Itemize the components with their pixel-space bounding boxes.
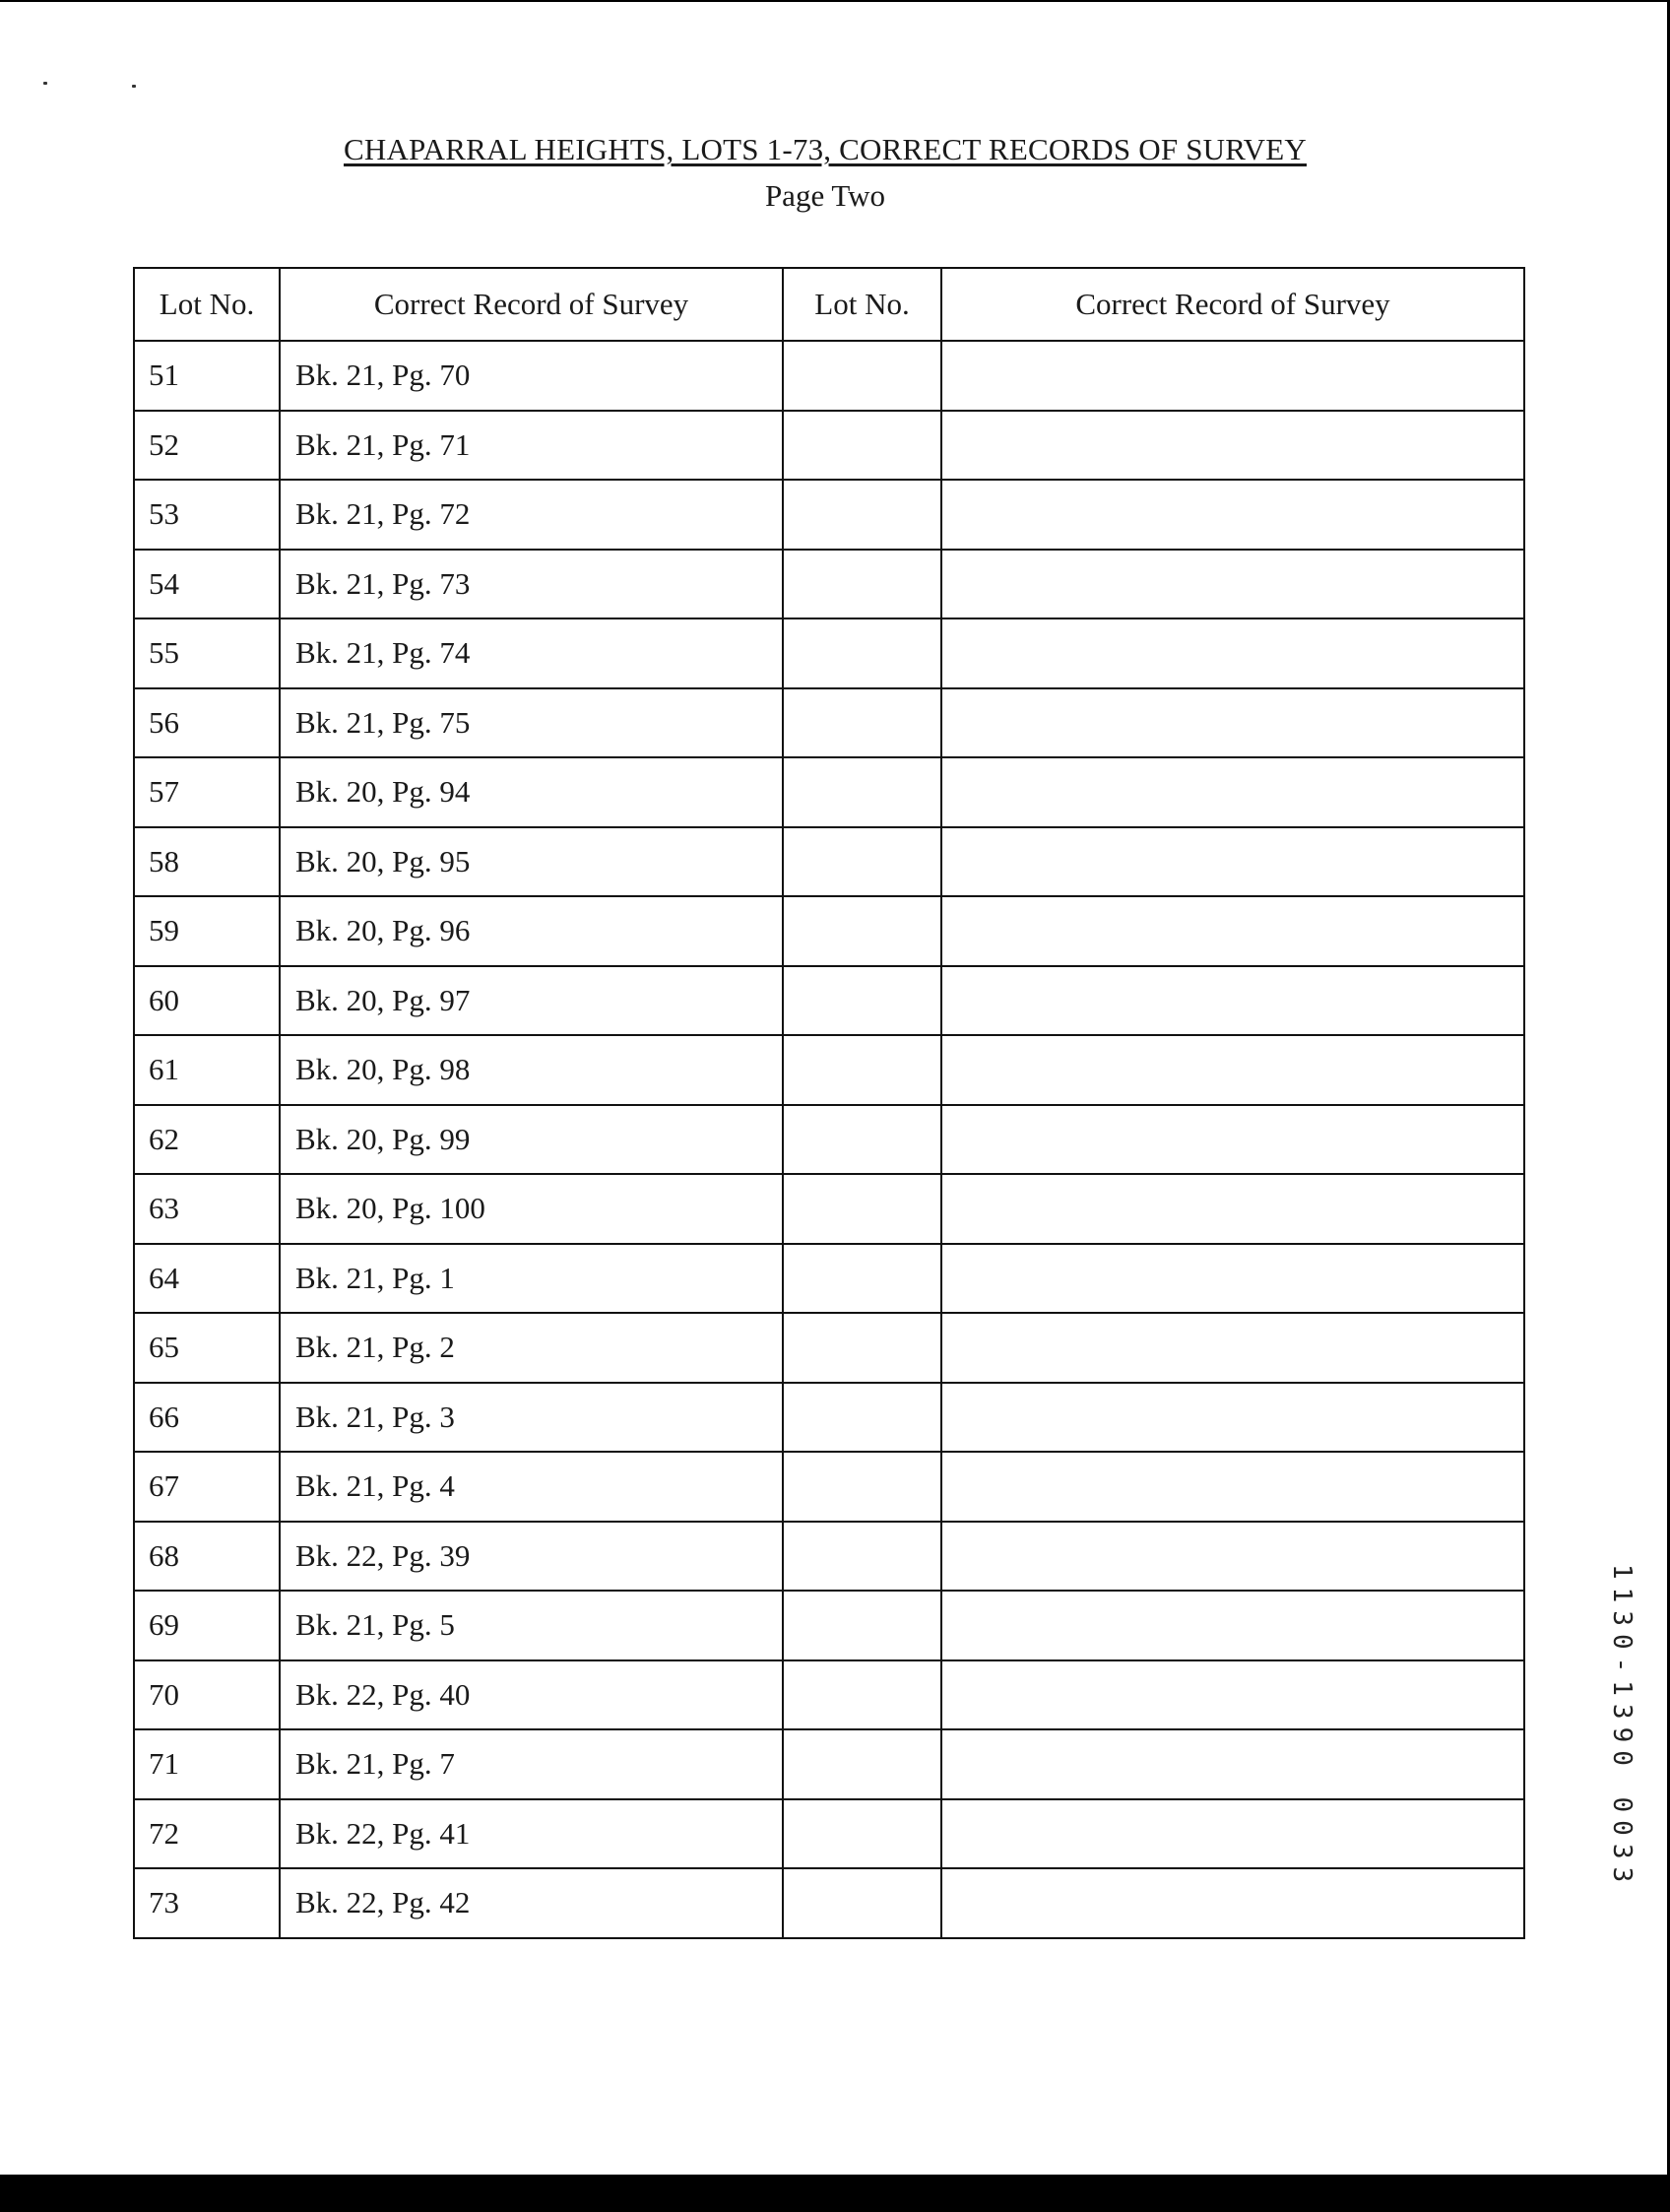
lot-number-cell: 73 bbox=[134, 1868, 280, 1938]
table-row bbox=[134, 618, 1524, 688]
table-row bbox=[134, 1799, 1524, 1869]
survey-record-cell-2 bbox=[941, 1452, 1524, 1522]
lot-number-cell: 67 bbox=[134, 1452, 280, 1522]
lot-number-cell-2 bbox=[783, 1522, 941, 1592]
lot-number-cell: 64 bbox=[134, 1244, 280, 1314]
lot-number-cell: 72 bbox=[134, 1799, 280, 1869]
survey-record-cell-2 bbox=[941, 480, 1524, 550]
lot-number-cell-2 bbox=[783, 688, 941, 758]
survey-record-cell-2 bbox=[941, 827, 1524, 897]
survey-record-cell: Bk. 20, Pg. 100 bbox=[280, 1174, 783, 1244]
survey-record-cell-2 bbox=[941, 1660, 1524, 1730]
lot-number-cell-2 bbox=[783, 618, 941, 688]
survey-record-cell-2 bbox=[941, 966, 1524, 1036]
table-row bbox=[134, 1035, 1524, 1105]
survey-record-cell-2 bbox=[941, 1868, 1524, 1938]
scan-border-bottom bbox=[0, 2175, 1670, 2212]
lot-number-cell: 68 bbox=[134, 1522, 280, 1592]
lot-number-cell: 54 bbox=[134, 550, 280, 619]
lot-number-cell-2 bbox=[783, 827, 941, 897]
lot-number-cell-2 bbox=[783, 966, 941, 1036]
survey-record-cell-2 bbox=[941, 411, 1524, 481]
survey-record-cell-2 bbox=[941, 1383, 1524, 1453]
survey-record-cell-2 bbox=[941, 1729, 1524, 1799]
lot-number-cell: 56 bbox=[134, 688, 280, 758]
survey-record-cell: Bk. 21, Pg. 1 bbox=[280, 1244, 783, 1314]
survey-record-cell-2 bbox=[941, 618, 1524, 688]
survey-record-cell: Bk. 21, Pg. 2 bbox=[280, 1313, 783, 1383]
table-row bbox=[134, 1729, 1524, 1799]
survey-record-cell: Bk. 21, Pg. 3 bbox=[280, 1383, 783, 1453]
survey-record-cell: Bk. 20, Pg. 99 bbox=[280, 1105, 783, 1175]
table-row bbox=[134, 1591, 1524, 1660]
lot-number-cell: 60 bbox=[134, 966, 280, 1036]
lot-number-cell-2 bbox=[783, 1729, 941, 1799]
table-row bbox=[134, 1452, 1524, 1522]
table-row bbox=[134, 1660, 1524, 1730]
lot-number-cell: 59 bbox=[134, 896, 280, 966]
survey-record-cell: Bk. 21, Pg. 5 bbox=[280, 1591, 783, 1660]
header-lot-no: Lot No. bbox=[134, 268, 280, 341]
lot-number-cell: 62 bbox=[134, 1105, 280, 1175]
table-body bbox=[134, 341, 1524, 1938]
lot-number-cell: 69 bbox=[134, 1591, 280, 1660]
table-row bbox=[134, 341, 1524, 411]
table-row bbox=[134, 827, 1524, 897]
survey-record-cell: Bk. 20, Pg. 98 bbox=[280, 1035, 783, 1105]
survey-record-cell-2 bbox=[941, 550, 1524, 619]
survey-record-cell-2 bbox=[941, 757, 1524, 827]
table-row bbox=[134, 411, 1524, 481]
lot-number-cell-2 bbox=[783, 550, 941, 619]
lot-number-cell: 65 bbox=[134, 1313, 280, 1383]
lot-number-cell-2 bbox=[783, 1174, 941, 1244]
survey-record-cell-2 bbox=[941, 1105, 1524, 1175]
survey-record-cell: Bk. 21, Pg. 70 bbox=[280, 341, 783, 411]
survey-record-cell: Bk. 21, Pg. 73 bbox=[280, 550, 783, 619]
table-header-row bbox=[134, 268, 1524, 341]
lot-number-cell-2 bbox=[783, 480, 941, 550]
page-label: Page Two bbox=[764, 178, 886, 213]
table-row bbox=[134, 1105, 1524, 1175]
survey-record-cell: Bk. 20, Pg. 95 bbox=[280, 827, 783, 897]
lot-number-cell: 63 bbox=[134, 1174, 280, 1244]
lot-number-cell-2 bbox=[783, 1035, 941, 1105]
survey-record-cell: Bk. 22, Pg. 42 bbox=[280, 1868, 783, 1938]
side-stamp-text: 1130-1390 0033 bbox=[1607, 1564, 1637, 1891]
lot-number-cell-2 bbox=[783, 757, 941, 827]
header-correct-record-2: Correct Record of Survey bbox=[941, 268, 1524, 341]
survey-record-cell-2 bbox=[941, 1591, 1524, 1660]
table-row bbox=[134, 1244, 1524, 1314]
lot-number-cell-2 bbox=[783, 1383, 941, 1453]
survey-record-cell-2 bbox=[941, 1522, 1524, 1592]
survey-record-cell-2 bbox=[941, 688, 1524, 758]
header-correct-record: Correct Record of Survey bbox=[280, 268, 783, 341]
survey-record-cell: Bk. 22, Pg. 39 bbox=[280, 1522, 783, 1592]
lot-number-cell: 58 bbox=[134, 827, 280, 897]
table-row bbox=[134, 896, 1524, 966]
table-row bbox=[134, 1174, 1524, 1244]
lot-number-cell-2 bbox=[783, 1799, 941, 1869]
table-row bbox=[134, 966, 1524, 1036]
table-row bbox=[134, 1383, 1524, 1453]
lot-number-cell-2 bbox=[783, 1105, 941, 1175]
table-row bbox=[134, 688, 1524, 758]
survey-record-cell: Bk. 21, Pg. 72 bbox=[280, 480, 783, 550]
survey-record-cell-2 bbox=[941, 1174, 1524, 1244]
table-row bbox=[134, 1522, 1524, 1592]
table-row bbox=[134, 1313, 1524, 1383]
lot-number-cell-2 bbox=[783, 1591, 941, 1660]
scan-border-top bbox=[0, 0, 1670, 2]
survey-record-cell: Bk. 21, Pg. 74 bbox=[280, 618, 783, 688]
survey-record-cell-2 bbox=[941, 1313, 1524, 1383]
lot-number-cell: 66 bbox=[134, 1383, 280, 1453]
side-stamp bbox=[1603, 1564, 1642, 1899]
lot-number-cell: 70 bbox=[134, 1660, 280, 1730]
survey-record-cell-2 bbox=[941, 896, 1524, 966]
lot-number-cell: 61 bbox=[134, 1035, 280, 1105]
lot-number-cell: 53 bbox=[134, 480, 280, 550]
survey-record-cell-2 bbox=[941, 1035, 1524, 1105]
survey-records-table bbox=[133, 267, 1525, 1939]
lot-number-cell-2 bbox=[783, 1868, 941, 1938]
lot-number-cell: 52 bbox=[134, 411, 280, 481]
table-row bbox=[134, 1868, 1524, 1938]
lot-number-cell-2 bbox=[783, 341, 941, 411]
lot-number-cell: 55 bbox=[134, 618, 280, 688]
survey-record-cell: Bk. 21, Pg. 75 bbox=[280, 688, 783, 758]
survey-record-cell-2 bbox=[941, 1799, 1524, 1869]
survey-record-cell: Bk. 21, Pg. 4 bbox=[280, 1452, 783, 1522]
document-title: CHAPARRAL HEIGHTS, LOTS 1-73, CORRECT RECORDS OF SURVEY bbox=[344, 132, 1307, 166]
lot-number-cell-2 bbox=[783, 411, 941, 481]
lot-number-cell-2 bbox=[783, 1244, 941, 1314]
survey-record-cell: Bk. 21, Pg. 7 bbox=[280, 1729, 783, 1799]
lot-number-cell: 57 bbox=[134, 757, 280, 827]
header-lot-no-2: Lot No. bbox=[783, 268, 941, 341]
survey-record-cell-2 bbox=[941, 341, 1524, 411]
lot-number-cell: 51 bbox=[134, 341, 280, 411]
survey-record-cell-2 bbox=[941, 1244, 1524, 1314]
lot-number-cell-2 bbox=[783, 1313, 941, 1383]
table-row bbox=[134, 550, 1524, 619]
table-row bbox=[134, 480, 1524, 550]
survey-record-cell: Bk. 20, Pg. 94 bbox=[280, 757, 783, 827]
lot-number-cell: 71 bbox=[134, 1729, 280, 1799]
survey-record-cell: Bk. 20, Pg. 97 bbox=[280, 966, 783, 1036]
table-row bbox=[134, 757, 1524, 827]
lot-number-cell-2 bbox=[783, 1660, 941, 1730]
survey-record-cell: Bk. 22, Pg. 40 bbox=[280, 1660, 783, 1730]
lot-number-cell-2 bbox=[783, 1452, 941, 1522]
survey-record-cell: Bk. 20, Pg. 96 bbox=[280, 896, 783, 966]
survey-record-cell: Bk. 21, Pg. 71 bbox=[280, 411, 783, 481]
survey-record-cell: Bk. 22, Pg. 41 bbox=[280, 1799, 783, 1869]
lot-number-cell-2 bbox=[783, 896, 941, 966]
